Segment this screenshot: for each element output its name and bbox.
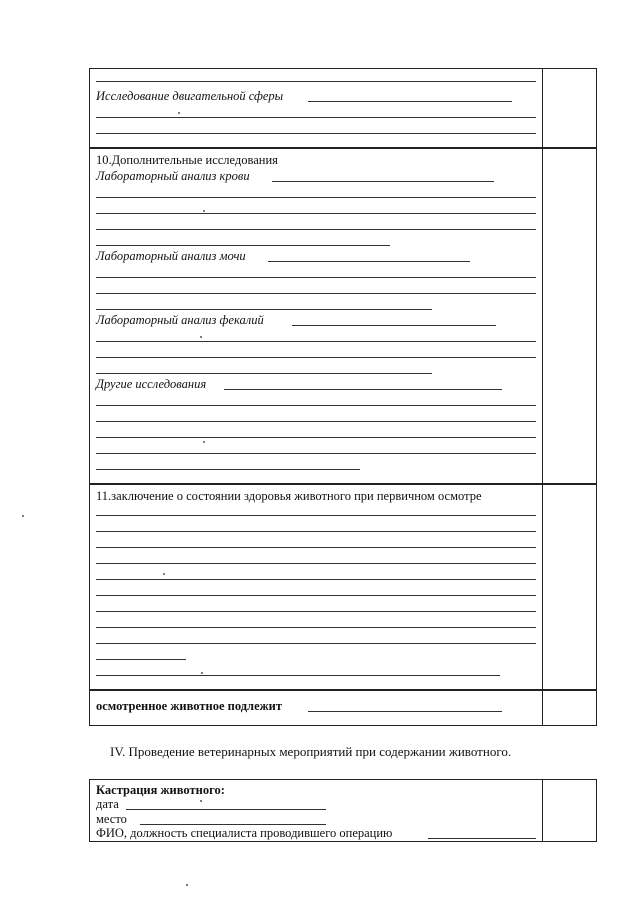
fill-line	[96, 595, 536, 596]
fill-line	[96, 277, 536, 278]
other-investigations-field[interactable]	[224, 389, 502, 390]
urine-analysis-field[interactable]	[268, 261, 470, 262]
fill-line	[96, 197, 536, 198]
fill-line	[96, 643, 536, 644]
notes-column-divider	[542, 691, 543, 725]
castration-box	[89, 779, 597, 842]
blood-analysis-label: Лабораторный анализ крови	[96, 169, 250, 183]
notes-column-divider	[542, 149, 543, 483]
scan-speck	[200, 800, 202, 802]
fill-line	[96, 453, 536, 454]
subject-label: осмотренное животное подлежит	[96, 699, 283, 713]
date-label: дата	[96, 797, 119, 811]
scan-speck	[186, 884, 188, 886]
fill-line	[96, 563, 536, 564]
fill-line	[96, 627, 536, 628]
scan-speck	[203, 441, 205, 443]
fill-line	[96, 229, 536, 230]
place-field[interactable]	[140, 824, 326, 825]
fill-line	[96, 293, 536, 294]
section-11-title: 11.заключение о состоянии здоровья животного при первичном осмотре	[96, 489, 482, 503]
fill-line	[96, 81, 536, 82]
motor-section-box	[89, 68, 597, 148]
section-10-title: 10.Дополнительные исследования	[96, 153, 278, 167]
subject-box	[89, 690, 597, 726]
scan-speck	[178, 112, 180, 114]
fill-line	[96, 547, 536, 548]
motor-sphere-label: Исследование двигательной сферы	[96, 89, 284, 103]
fill-line	[96, 405, 536, 406]
fill-line	[96, 341, 536, 342]
feces-analysis-label: Лабораторный анализ фекалий	[96, 313, 264, 327]
specialist-label: ФИО, должность специалиста проводившего операцию	[96, 826, 393, 840]
fill-line	[96, 611, 536, 612]
motor-sphere-field[interactable]	[308, 101, 512, 102]
castration-title: Кастрация животного:	[96, 783, 225, 797]
scan-speck	[163, 573, 165, 575]
fill-line	[96, 245, 390, 246]
date-field[interactable]	[126, 809, 326, 810]
blood-analysis-field[interactable]	[272, 181, 494, 182]
notes-column-divider	[542, 780, 543, 841]
other-investigations-label: Другие исследования	[96, 377, 207, 391]
fill-line	[96, 579, 536, 580]
section-iv-heading: IV. Проведение ветеринарных мероприятий при содержании животного.	[110, 744, 512, 759]
urine-analysis-label: Лабораторный анализ мочи	[96, 249, 246, 263]
fill-line	[96, 437, 536, 438]
fill-line	[96, 117, 536, 118]
subject-field[interactable]	[308, 711, 502, 712]
additional-investigations-box	[89, 148, 597, 484]
notes-column-divider	[542, 69, 543, 147]
specialist-field[interactable]	[428, 838, 536, 839]
conclusion-box	[89, 484, 597, 690]
fill-line	[96, 531, 536, 532]
place-label: место	[96, 812, 127, 826]
fill-line	[96, 421, 536, 422]
fill-line	[96, 373, 432, 374]
fill-line	[96, 469, 360, 470]
scan-speck	[201, 672, 203, 674]
scan-speck	[203, 210, 205, 212]
fill-line	[96, 675, 500, 676]
scan-speck	[200, 336, 202, 338]
feces-analysis-field[interactable]	[292, 325, 496, 326]
fill-line	[96, 309, 432, 310]
fill-line	[96, 213, 536, 214]
fill-line	[96, 357, 536, 358]
scan-speck	[22, 515, 24, 517]
fill-line	[96, 659, 186, 660]
notes-column-divider	[542, 485, 543, 689]
fill-line	[96, 133, 536, 134]
fill-line	[96, 515, 536, 516]
